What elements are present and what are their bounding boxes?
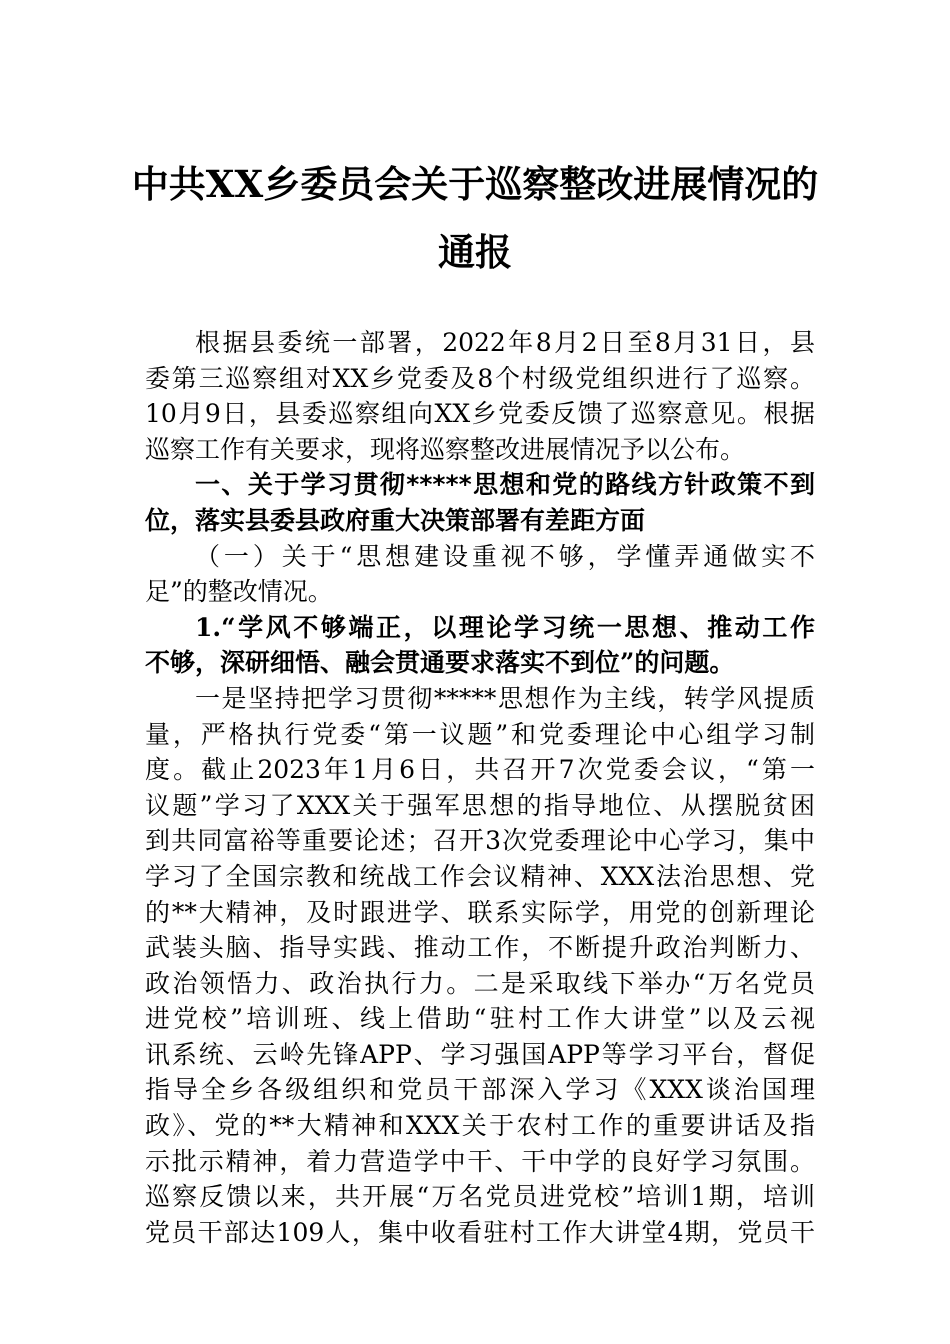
document-body xyxy=(145,325,815,1250)
paragraph-line: 根据县委统一部署，2022年8月2日至8月31日，县 xyxy=(195,328,815,357)
paragraph-line: 政治领悟力、政治执行力。二是采取线下举办“万名党员 xyxy=(145,968,815,998)
paragraph-line: 巡察工作有关要求，现将巡察整改进展情况予以公布。 xyxy=(145,434,746,464)
paragraph-line: 武装头脑、指导实践、推动工作，不断提升政治判断力、 xyxy=(145,933,815,963)
paragraph-line: 进党校”培训班、线上借助“驻村工作大讲堂”以及云视 xyxy=(145,1004,815,1034)
paragraph-line: 的**大精神，及时跟进学、联系实际学，用党的创新理论 xyxy=(145,897,815,927)
paragraph-line: 示批示精神，着力营造学中干、干中学的良好学习氛围。 xyxy=(145,1146,815,1176)
paragraph-line: 讯系统、云岭先锋APP、学习强国APP等学习平台，督促 xyxy=(145,1039,815,1069)
paragraph-line: 到共同富裕等重要论述；召开3次党委理论中心学习，集中 xyxy=(145,826,815,856)
item-heading-line: 不够，深研细悟、融会贯通要求落实不到位”的问题。 xyxy=(145,648,735,678)
paragraph-line: 政》、党的**大精神和XXX关于农村工作的重要讲话及指 xyxy=(145,1111,815,1141)
paragraph-line: 委第三巡察组对XX乡党委及8个村级党组织进行了巡察。 xyxy=(145,363,815,393)
paragraph-line: 议题”学习了XXX关于强军思想的指导地位、从摆脱贫困 xyxy=(145,790,815,820)
section-heading-line: 一、关于学习贯彻*****思想和党的路线方针政策不到 xyxy=(195,470,815,500)
item-heading-line: 1.“学风不够端正，以理论学习统一思想、推动工作 xyxy=(195,612,815,642)
subsection-heading-line: （一）关于“思想建设重视不够，学懂弄通做实不 xyxy=(195,541,815,571)
paragraph-line: 学习了全国宗教和统战工作会议精神、XXX法治思想、党 xyxy=(145,861,815,891)
document-title-line-2: 通报 xyxy=(438,230,512,274)
subsection-heading-line: 足”的整改情况。 xyxy=(145,577,333,607)
document-title-line-1: 中共XX乡委员会关于巡察整改进展情况的 xyxy=(131,162,819,206)
paragraph-line: 量，严格执行党委“第一议题”和党委理论中心组学习制 xyxy=(145,719,815,749)
paragraph-line: 度。截止2023年1月6日，共召开7次党委会议，“第一 xyxy=(145,755,815,785)
paragraph-line: 指导全乡各级组织和党员干部深入学习《XXX谈治国理 xyxy=(145,1075,815,1105)
paragraph-line: 巡察反馈以来，共开展“万名党员进党校”培训1期，培训 xyxy=(145,1182,815,1212)
paragraph-line: 10月9日，县委巡察组向XX乡党委反馈了巡察意见。根据 xyxy=(145,399,815,429)
paragraph-line: 一是坚持把学习贯彻*****思想作为主线，转学风提质 xyxy=(195,683,815,713)
paragraph-line: 党员干部达109人，集中收看驻村工作大讲堂4期，党员干 xyxy=(145,1217,815,1247)
section-heading-line: 位，落实县委县政府重大决策部署有差距方面 xyxy=(145,505,646,535)
